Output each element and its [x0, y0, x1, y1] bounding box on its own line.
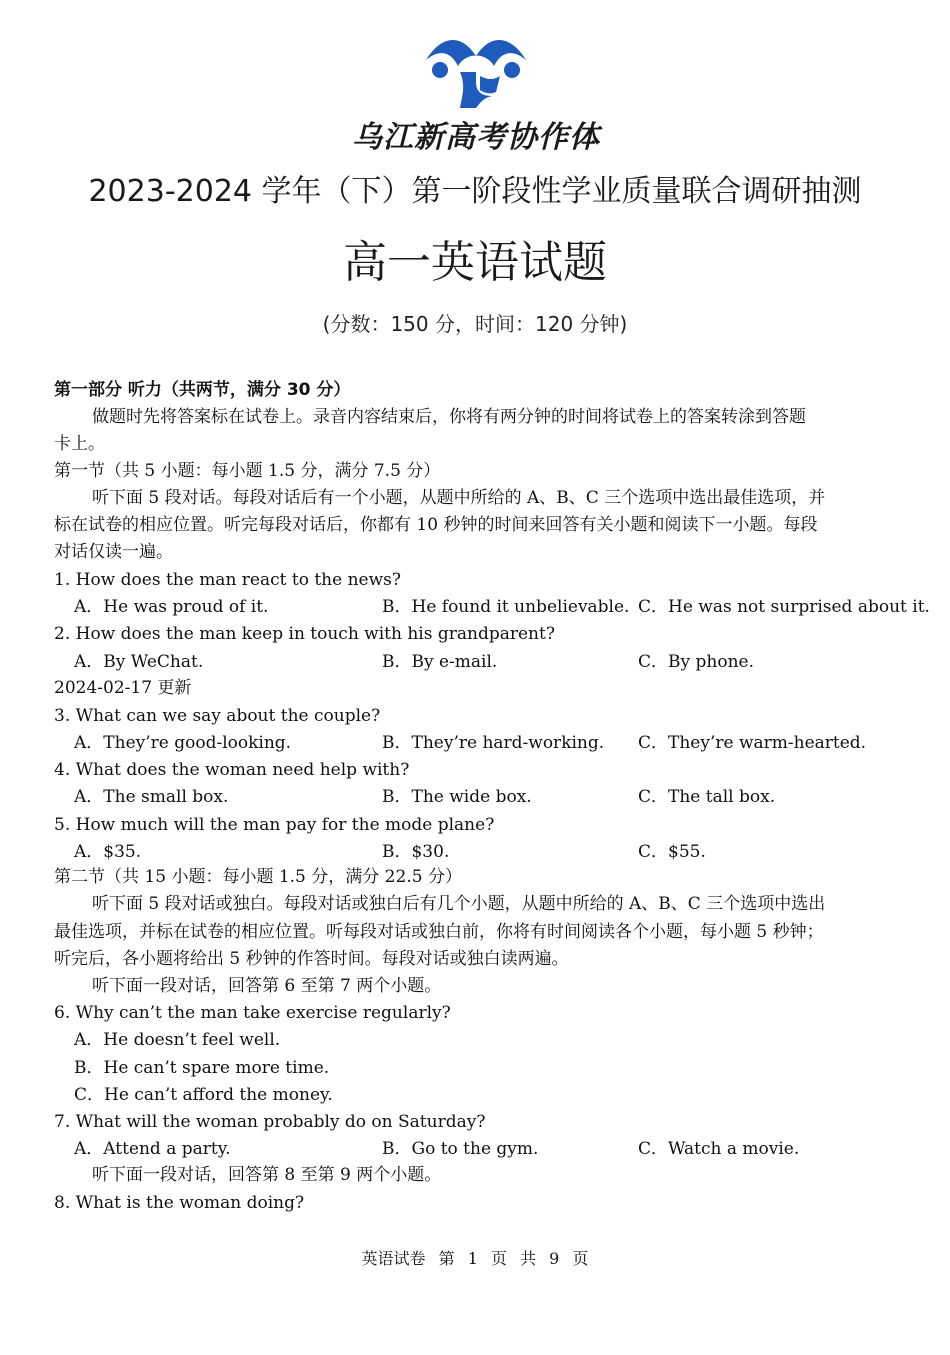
q5-option-c: C．$55.	[638, 842, 706, 862]
question-3: 3. What can we say about the couple?	[54, 706, 381, 726]
q7-option-b: B．Go to the gym.	[382, 1139, 539, 1159]
q6-option-a: A．He doesn’t feel well.	[74, 1030, 281, 1050]
logo	[336, 36, 616, 156]
q4-option-c: C．The tall box.	[638, 787, 776, 807]
question-6: 6. Why can’t the man take exercise regularly?	[54, 1003, 451, 1023]
q1-option-c: C．He was not surprised about it.	[638, 597, 930, 617]
logo-text: 乌江新高考协作体	[352, 120, 600, 155]
question-2: 2. How does the man keep in touch with his grandparent?	[54, 624, 555, 644]
q6-option-b: B．He can’t spare more time.	[74, 1058, 330, 1078]
page-footer: 英语试卷 第 1 页 共 9 页	[361, 1249, 589, 1268]
q6-option-c: C．He can’t afford the money.	[74, 1085, 333, 1105]
q1-option-a: A．He was proud of it.	[74, 597, 269, 617]
part1-heading: 第一部分 听力（共两节，满分 30 分）	[54, 380, 351, 400]
question-7: 7. What will the woman probably do on Saturday?	[54, 1112, 486, 1132]
q3-option-c: C．They’re warm-hearted.	[638, 733, 867, 753]
dialog-6-7-instruction: 听下面一段对话，回答第 6 至第 7 两个小题。	[92, 976, 442, 996]
q7-option-a: A．Attend a party.	[74, 1139, 231, 1159]
q5-option-b: B．$30.	[382, 842, 450, 862]
question-1: 1. How does the man react to the news?	[54, 570, 401, 590]
q2-option-a: A．By WeChat.	[74, 652, 204, 672]
q7-option-c: C．Watch a movie.	[638, 1139, 800, 1159]
section1-instr-line1: 听下面 5 段对话。每段对话后有一个小题，从题中所给的 A、B、C 三个选项中选出最佳选项，并	[92, 488, 826, 508]
question-8: 8. What is the woman doing?	[54, 1193, 305, 1213]
section2-instr-line1: 听下面 5 段对话或独白。每段对话或独白后有几个小题，从题中所给的 A、B、C 三个选项中选出	[92, 894, 826, 914]
q5-option-a: A．$35.	[74, 842, 142, 862]
q3-option-a: A．They’re good-looking.	[74, 733, 292, 753]
question-4: 4. What does the woman need help with?	[54, 760, 410, 780]
section1-instr-line2: 标在试卷的相应位置。听完每段对话后，你都有 10 秒钟的时间来回答有关小题和阅读下一小题。每段	[54, 515, 818, 535]
dialog-8-9-instruction: 听下面一段对话，回答第 8 至第 9 两个小题。	[92, 1165, 442, 1185]
q2-option-b: B．By e-mail.	[382, 652, 498, 672]
q4-option-a: A．The small box.	[74, 787, 229, 807]
section1-instr-line3: 对话仅读一遍。	[54, 542, 173, 562]
q2-option-c: C．By phone.	[638, 652, 754, 672]
part1-intro-line1: 做题时先将答案标在试卷上。录音内容结束后，你将有两分钟的时间将试卷上的答案转涂到答题	[92, 407, 806, 427]
part1-intro-line2: 卡上。	[54, 434, 105, 454]
subject-title: 高一英语试题	[343, 237, 607, 288]
exam-title: 2023-2024 学年（下）第一阶段性学业质量联合调研抽测	[88, 174, 862, 209]
section2-instr-line2: 最佳选项，并标在试卷的相应位置。听每段对话或独白前，你将有时间阅读各个小题，每小题 5 秒钟；	[54, 922, 824, 942]
section2-heading: 第二节（共 15 小题：每小题 1.5 分，满分 22.5 分）	[54, 867, 462, 887]
q4-option-b: B．The wide box.	[382, 787, 532, 807]
section1-heading: 第一节（共 5 小题：每小题 1.5 分，满分 7.5 分）	[54, 461, 441, 481]
section2-instr-line3: 听完后，各小题将给出 5 秒钟的作答时间。每段对话或独白读两遍。	[54, 949, 569, 969]
q1-option-b: B．He found it unbelievable.	[382, 597, 630, 617]
q3-option-b: B．They’re hard-working.	[382, 733, 605, 753]
question-5: 5. How much will the man pay for the mode plane?	[54, 815, 495, 835]
score-time-line: (分数：150 分，时间：120 分钟)	[322, 312, 628, 336]
wave-logo-icon	[422, 36, 530, 108]
update-note: 2024-02-17 更新	[54, 678, 192, 698]
